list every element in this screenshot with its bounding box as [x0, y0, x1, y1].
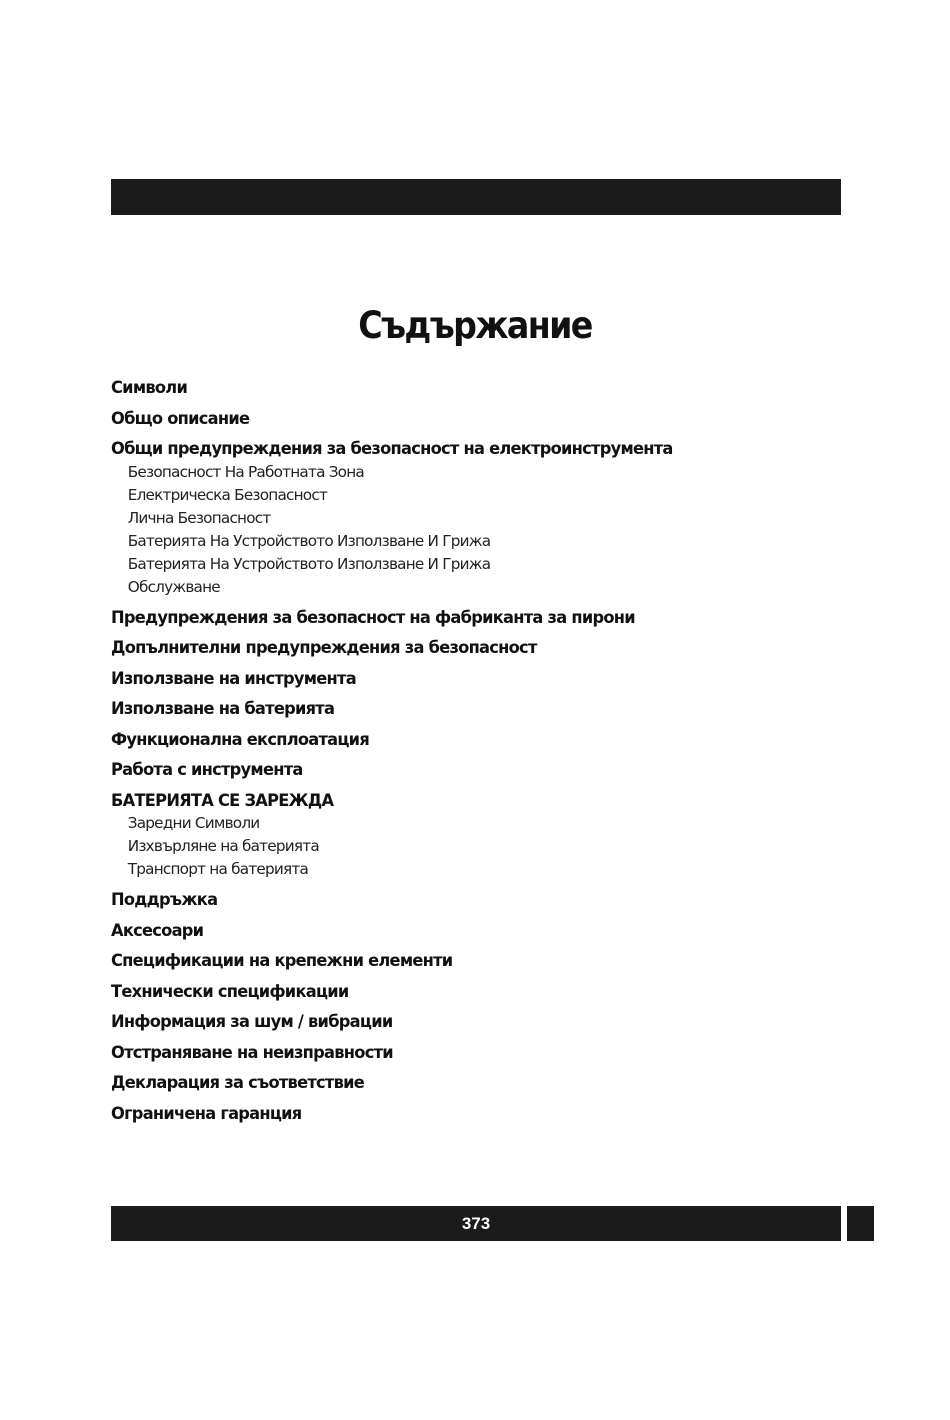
table-of-contents [111, 376, 851, 1132]
toc-heading[interactable]: Допълнителни предупреждения за безопасност [111, 638, 537, 657]
toc-heading[interactable]: Функционална експлоатация [111, 729, 370, 749]
toc-heading[interactable]: БАТЕРИЯТА СЕ ЗАРЕЖДА [111, 790, 334, 810]
toc-section [111, 758, 851, 782]
toc-subitem[interactable]: Лична Безопасност [127, 508, 271, 527]
toc-heading[interactable]: Работа с инструмента [111, 760, 303, 779]
toc-section [111, 697, 851, 721]
footer-tab-marker [847, 1206, 874, 1241]
toc-section [111, 919, 851, 943]
toc-section [111, 1071, 851, 1095]
toc-section [111, 437, 851, 599]
toc-subitem[interactable]: Обслужване [127, 577, 220, 596]
toc-heading[interactable]: Поддръжка [111, 890, 218, 909]
toc-subitem[interactable]: Батерията На Устройството Използване И Грижа [127, 531, 491, 550]
toc-heading[interactable]: Използване на инструмента [111, 668, 356, 688]
toc-subitem[interactable]: Изхвърляне на батерията [127, 837, 319, 855]
toc-heading[interactable]: Спецификации на крепежни елементи [111, 951, 453, 970]
header-bar [111, 179, 841, 215]
toc-section [111, 789, 851, 882]
toc-subitem[interactable]: Електрическа Безопасност [127, 485, 328, 504]
toc-heading[interactable]: Символи [111, 378, 188, 397]
toc-heading[interactable]: Използване на батерията [111, 699, 335, 718]
toc-section [111, 728, 851, 752]
toc-section [111, 1010, 851, 1034]
toc-heading[interactable]: Предупреждения за безопасност на фабриканта за пирони [111, 607, 635, 627]
toc-section [111, 376, 851, 400]
toc-subitem[interactable]: Батерията На Устройството Използване И Грижа [127, 554, 491, 573]
toc-subitem[interactable]: Транспорт на батерията [127, 860, 309, 878]
toc-section [111, 407, 851, 431]
toc-section [111, 888, 851, 912]
toc-section [111, 1102, 851, 1126]
toc-heading[interactable]: Общо описание [111, 408, 250, 428]
toc-section [111, 949, 851, 973]
toc-section [111, 606, 851, 630]
toc-heading[interactable]: Информация за шум / вибрации [111, 1012, 393, 1031]
toc-subitem[interactable]: Заредни Символи [127, 814, 260, 832]
toc-heading[interactable]: Декларация за съответствие [111, 1073, 365, 1092]
page-title: Съдържание [358, 304, 592, 347]
toc-section [111, 636, 851, 660]
toc-subitem[interactable]: Безопасност На Работната Зона [127, 462, 364, 481]
toc-section [111, 980, 851, 1004]
footer-bar [111, 1206, 841, 1241]
toc-heading[interactable]: Технически спецификации [111, 981, 349, 1001]
toc-heading[interactable]: Ограничена гаранция [111, 1103, 302, 1123]
page-number: 373 [461, 1214, 491, 1233]
toc-heading[interactable]: Аксесоари [111, 920, 204, 940]
toc-section [111, 1041, 851, 1065]
toc-heading[interactable]: Общи предупреждения за безопасност на електроинструмента [111, 439, 673, 458]
toc-section [111, 667, 851, 691]
toc-heading[interactable]: Отстраняване на неизправности [111, 1042, 393, 1062]
